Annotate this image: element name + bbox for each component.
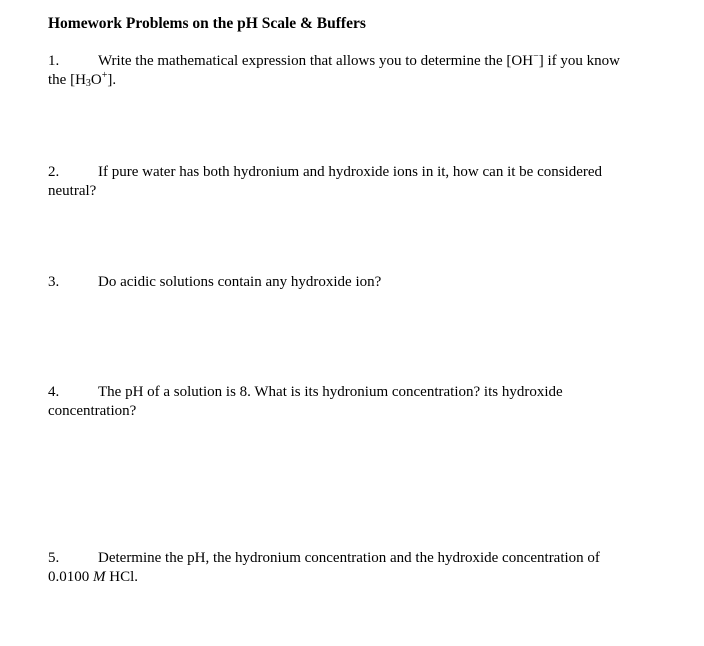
question-1-text: Write the mathematical expression that allows you to determine the [OH [98, 53, 534, 69]
question-1-line-2-end: ]. [107, 72, 117, 88]
question-1-number: 1. [48, 53, 60, 69]
question-5-number: 5. [48, 550, 60, 566]
page-title: Homework Problems on the pH Scale & Buffers [48, 15, 366, 32]
hydronium-charge-superscript: + [101, 70, 108, 81]
concentration-value: 0.0100 [48, 569, 90, 585]
question-3 [48, 273, 668, 292]
question-5 [48, 549, 668, 587]
question-3-line-1 [48, 273, 668, 292]
question-2 [48, 163, 668, 201]
question-2-number: 2. [48, 164, 60, 180]
question-1 [48, 52, 668, 90]
question-2-line-1 [48, 163, 668, 182]
question-4-number: 4. [48, 384, 60, 400]
molarity-unit: M [93, 569, 106, 585]
question-1-line-1 [48, 52, 668, 71]
question-4 [48, 383, 668, 421]
compound-name: HCl. [109, 569, 139, 585]
question-1-line-2-start: the [H [48, 72, 86, 88]
question-3-number: 3. [48, 274, 60, 290]
question-5-line-2 [48, 568, 668, 587]
question-2-text: If pure water has both hydronium and hydroxide ions in it, how can it be considered [98, 164, 603, 180]
question-5-text: Determine the pH, the hydronium concentration and the hydroxide concentration of [98, 550, 600, 566]
question-4-line-1 [48, 383, 668, 402]
question-4-text: The pH of a solution is 8. What is its hydronium concentration? its hydroxide [98, 384, 563, 400]
hydronium-subscript: 3 [85, 78, 91, 89]
question-2-line-2: neutral? [48, 183, 97, 199]
question-1-text-end: ] if you know [538, 53, 620, 69]
question-4-line-2: concentration? [48, 403, 137, 419]
question-3-text: Do acidic solutions contain any hydroxide ion? [98, 274, 382, 290]
question-1-line-2 [48, 71, 668, 90]
hydroxide-charge-superscript: − [533, 51, 539, 62]
question-5-line-1 [48, 549, 668, 568]
question-1-line-2-mid: O [90, 72, 102, 88]
